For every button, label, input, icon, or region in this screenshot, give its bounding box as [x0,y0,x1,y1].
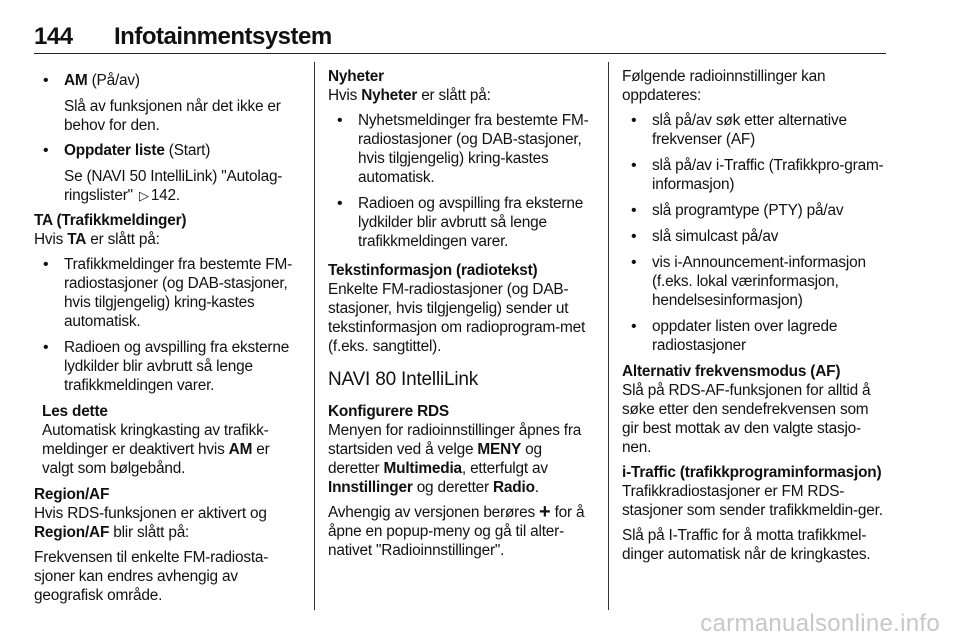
ta-intro-pre: Hvis [34,231,68,248]
rds-p1-a: Menyen for radioinnstillinger åpnes fra startsiden ved å velge [328,422,582,458]
settings-keyword: Innstillinger [328,479,413,496]
page-reference-icon: ▷ [139,188,149,203]
news-list [328,111,594,251]
section-title: Infotainmentsystem [114,23,332,50]
update-label: Oppdater liste [64,142,165,159]
column-3 [622,67,886,570]
list-item: • slå på/av søk etter alternative frekvenser (AF) [622,111,886,149]
news-heading: Nyheter [328,68,384,85]
list-item: • slå på/av i-Traffic (Trafikkpro-gram-informasjon) [622,156,886,194]
list-item: • oppdater listen over lagrede radiostasjoner [622,317,886,355]
column-2 [328,67,594,566]
text-info-heading: Tekstinformasjon (radiotekst) [328,262,538,279]
region-line1: Hvis RDS-funksjonen er aktivert og [34,505,267,522]
multimedia-keyword: Multimedia [383,460,462,477]
column-divider [314,62,315,610]
news-intro-bold: Nyheter [361,87,418,104]
list-item-am [34,71,304,90]
region-heading: Region/AF [34,486,110,503]
region-line2-post: blir slått på: [109,524,190,541]
rds-paragraph-1 [328,421,594,497]
column-divider [608,62,609,610]
rds-paragraph-2 [328,503,594,560]
update-suffix: (Start) [164,142,211,159]
page-header [34,23,886,54]
update-description [64,167,304,205]
note-text-post: er valgt som bølgebånd. [42,441,270,477]
list-item: • Nyhetsmeldinger fra bestemte FM-radiostasjoner (og DAB-stasjoner, hvis tilgjengelig) kring-kastes automatisk. [328,111,594,187]
plus-icon: + [539,501,551,523]
list-item-update [34,141,304,160]
news-intro-pre: Hvis [328,87,362,104]
rds-p1-c: og deretter [328,441,542,477]
ta-intro [34,230,304,249]
am-update-list [34,71,304,90]
watermark: carmanualsonline.info [700,610,940,637]
note-text-pre: Automatisk kringkasting av trafikk-meldinger er deaktivert hvis [42,422,269,458]
note-text-bold: AM [228,441,253,458]
update-desc-text: Se (NAVI 50 IntelliLink) "Autolag-ringslister" [64,168,283,204]
rds-p1-e: , etterfulgt av [461,460,548,477]
settings-intro: Følgende radioinnstillinger kan oppdateres: [622,68,826,104]
itraffic-paragraph-1: Trafikkradiostasjoner er FM RDS-stasjoner som sender trafikkmeldin-ger. [622,483,883,519]
af-paragraph: Slå på RDS-AF-funksjonen for alltid å søke etter den sendefrekvensen som gir best mottak av den valgte stasjo-nen. [622,382,871,456]
region-line2-bold: Region/AF [34,524,110,541]
page-number: 144 [34,23,73,50]
region-paragraph: Frekvensen til enkelte FM-radiosta-sjoner kan endres avhengig av geografisk område. [34,549,269,604]
rds-heading: Konfigurere RDS [328,403,449,420]
itraffic-heading: i-Traffic (trafikkprograminformasjon) [622,464,882,481]
list-item: • Radioen og avspilling fra eksterne lydkilder blir avbrutt så lenge trafikkmeldingen varer. [328,194,594,251]
itraffic-paragraph-2: Slå på I-Traffic for å motta trafikkmel-dinger automatisk når de kringkastes. [622,527,871,563]
am-description: Slå av funksjonen når det ikke er behov for den. [64,98,281,134]
am-label: AM [64,72,88,89]
list-item: • Radioen og avspilling fra eksterne lydkilder blir avbrutt så lenge trafikkmeldingen varer. [34,338,304,395]
radio-keyword: Radio [493,479,535,496]
note-text [42,421,304,478]
rds-p1-g: og deretter [412,479,494,496]
settings-list [622,111,886,355]
list-item: • slå programtype (PTY) på/av [622,201,886,220]
menu-keyword: MENY [477,441,522,458]
ta-heading: TA (Trafikkmeldinger) [34,212,187,229]
list-item: • Trafikkmeldinger fra bestemte FM-radiostasjoner (og DAB-stasjoner, hvis tilgjengelig) kring-kastes automatisk. [34,255,304,331]
navi-title: NAVI 80 IntelliLink [328,369,479,390]
text-info-paragraph: Enkelte FM-radiostasjoner (og DAB-stasjoner, hvis tilgjengelig) sender ut tekstinformasjon om radioprogram-met (f.eks. sangtittel). [328,281,586,355]
note-heading: Les dette [42,403,108,420]
rds-p2-a: Avhengig av versjonen berøres [328,504,540,521]
ta-intro-bold: TA [67,231,87,248]
ta-list [34,255,304,395]
news-intro [328,86,594,105]
note-box [34,402,304,478]
column-1 [34,67,304,611]
af-heading: Alternativ frekvensmodus (AF) [622,363,841,380]
ta-intro-post: er slått på: [86,231,160,248]
list-item: • slå simulcast på/av [622,227,886,246]
am-suffix: (På/av) [87,72,140,89]
rds-p1-i: . [534,479,539,496]
update-page-ref: 142. [150,187,180,204]
update-list [34,141,304,160]
rds-p2-b: for å åpne en popup-meny og gå til alter-nativet "Radioinnstillinger". [328,504,585,559]
list-item: • vis i-Announcement-informasjon (f.eks. lokal værinformasjon, hendelsesinformasjon) [622,253,886,310]
region-intro [34,504,304,542]
news-intro-post: er slått på: [417,87,491,104]
